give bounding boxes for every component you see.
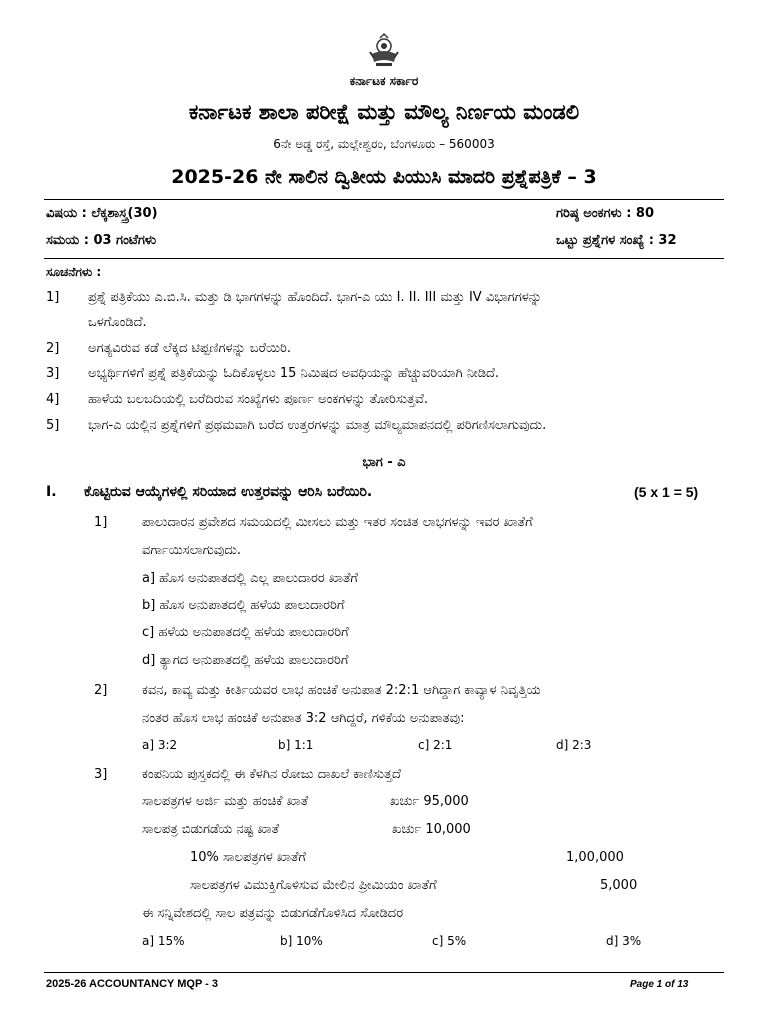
- question-number: 2]: [94, 683, 108, 698]
- instruction-num: 1]: [46, 290, 60, 305]
- instruction-text: ಅಭ್ಯರ್ಥಿಗಳಿಗೆ ಪ್ರಶ್ನೆ ಪತ್ರಿಕೆಯನ್ನು ಓದಿಕೊಳ್ಳಲು 15 ನಿಮಿಷದ ಅವಧಿಯನ್ನು ಹೆಚ್ಚುವರಿಯಾಗಿ ನೀಡಿದೆ.: [88, 366, 500, 381]
- footer-divider: [44, 972, 724, 973]
- instructions-heading: ಸೂಚನೆಗಳು :: [46, 265, 102, 279]
- instruction-text: ಅಗತ್ಯವಿರುವ ಕಡೆ ಲೆಕ್ಕದ ಟಿಪ್ಪಣಿಗಳನ್ನು ಬರೆಯಿರಿ.: [88, 341, 292, 356]
- exam-title: 2025-26 ನೇ ಸಾಲಿನ ದ್ವಿತೀಯ ಪಿಯುಸಿ ಮಾದರಿ ಪ್ರಶ್ನೆಪತ್ರಿಕೆ – 3: [171, 166, 597, 188]
- question-text-cont: ವರ್ಗಾಯಿಸಲಾಗುವುದು.: [142, 543, 242, 558]
- option-b: b] 10%: [280, 934, 323, 948]
- question-text-cont: ನಂತರ ಹೊಸ ಲಾಭ ಹಂಚಿಕೆ ಅನುಪಾತ 3:2 ಆಗಿದ್ದರೆ, ಗಳಿಕೆಯ ಅನುಪಾತವು:: [142, 711, 465, 726]
- journal-entry-label: ಸಾಲಪತ್ರಗಳ ವಿಮುಕ್ತಿಗೊಳಿಸುವ ಮೇಲಿನ ಪ್ರೀಮಿಯಂ ಖಾತೆಗೆ: [190, 878, 437, 893]
- journal-entry-label: ಸಾಲಪತ್ರ ಬಿಡುಗಡೆಯ ನಷ್ಟ ಖಾತೆ: [142, 822, 280, 837]
- board-address: 6ನೇ ಅಡ್ಡ ರಸ್ತೆ, ಮಲ್ಲೇಶ್ವರಂ, ಬೆಂಗಳೂರು – 560003: [273, 137, 495, 151]
- section-title: ಭಾಗ - ಎ: [362, 455, 406, 470]
- option-d: d] ತ್ಯಾಗದ ಅನುಪಾತದಲ್ಲಿ ಹಳೆಯ ಪಾಲುದಾರರಿಗೆ: [142, 653, 349, 668]
- board-title: ಕರ್ನಾಟಕ ಶಾಲಾ ಪರೀಕ್ಷೆ ಮತ್ತು ಮೌಲ್ಯ ನಿರ್ಣಯ ಮಂಡಲಿ: [188, 100, 580, 124]
- journal-entry-value: 5,000: [600, 878, 638, 893]
- question-group-number: I.: [46, 484, 57, 500]
- max-marks-label: ಗರಿಷ್ಠ ಅಂಕಗಳು : 80: [556, 206, 655, 221]
- question-text: ಕಂಪನಿಯ ಪುಸ್ತಕದಲ್ಲಿ ಈ ಕೆಳಗಿನ ರೋಜು ದಾಖಲೆ ಕಾಣಿಸುತ್ತದೆ: [142, 767, 401, 782]
- option-a: a] 3:2: [142, 738, 178, 752]
- meta-divider: [44, 258, 724, 259]
- question-number: 1]: [94, 515, 108, 530]
- option-b: b] 1:1: [278, 738, 314, 752]
- journal-entry-value: ಖರ್ಚು 95,000: [390, 794, 469, 809]
- footer-title: 2025-26 ACCOUNTANCY MQP - 3: [46, 978, 218, 990]
- option-c: c] 5%: [432, 934, 467, 948]
- instruction-num: 2]: [46, 341, 60, 356]
- question-text: ಕವನ, ಕಾವ್ಯ ಮತ್ತು ಕೀರ್ತಿಯವರ ಲಾಭ ಹಂಚಿಕೆ ಅನುಪಾತ 2:2:1 ಆಗಿದ್ದಾಗ ಕಾವ್ಯಾಳ ನಿವೃತ್ತಿಯ: [142, 683, 541, 698]
- page-number: Page 1 of 13: [630, 979, 689, 990]
- instruction-num: 3]: [46, 366, 60, 381]
- option-d: d] 3%: [606, 934, 642, 948]
- option-d: d] 2:3: [556, 738, 592, 752]
- journal-entry-value: 1,00,000: [566, 850, 624, 865]
- option-c: c] 2:1: [418, 738, 453, 752]
- option-a: a] ಹೊಸ ಅನುಪಾತದಲ್ಲಿ ಎಲ್ಲ ಪಾಲುದಾರರ ಖಾತೆಗೆ: [142, 571, 358, 586]
- journal-entry-value: ಖರ್ಚು 10,000: [392, 822, 471, 837]
- option-c: c] ಹಳೆಯ ಅನುಪಾತದಲ್ಲಿ ಹಳೆಯ ಪಾಲುದಾರರಿಗೆ: [142, 625, 349, 640]
- question-group-marks: (5 x 1 = 5): [634, 484, 699, 500]
- question-text: ಪಾಲುದಾರನ ಪ್ರವೇಶದ ಸಮಯದಲ್ಲಿ ಮೀಸಲು ಮತ್ತು ಇತರ ಸಂಚಿತ ಲಾಭಗಳನ್ನು ಇವರ ಖಾತೆಗೆ: [142, 515, 533, 530]
- instruction-text: ಭಾಗ-ಎ ಯಲ್ಲಿನ ಪ್ರಶ್ನೆಗಳಿಗೆ ಪ್ರಥಮವಾಗಿ ಬರೆದ ಉತ್ತರಗಳನ್ನು ಮಾತ್ರ ಮೌಲ್ಯಮಾಪನದಲ್ಲಿ ಪರಿಗಣಿಸಲಾಗುವುದು.: [88, 418, 547, 433]
- option-b: b] ಹೊಸ ಅನುಪಾತದಲ್ಲಿ ಹಳೆಯ ಪಾಲುದಾರರಿಗೆ: [142, 598, 345, 613]
- instruction-text-cont: ಒಳಗೊಂಡಿದೆ.: [88, 315, 147, 330]
- total-questions-label: ಒಟ್ಟು ಪ್ರಶ್ನೆಗಳ ಸಂಖ್ಯೆ : 32: [556, 233, 677, 248]
- journal-entry-label: 10% ಸಾಲಪತ್ರಗಳ ಖಾತೆಗೆ: [190, 850, 306, 865]
- question-number: 3]: [94, 767, 108, 782]
- question-group-text: ಕೊಟ್ಟಿರುವ ಆಯ್ಕೆಗಳಲ್ಲಿ ಸರಿಯಾದ ಉತ್ತರವನ್ನು ಆರಿಸಿ ಬರೆಯಿರಿ.: [84, 484, 373, 500]
- instruction-num: 5]: [46, 418, 60, 433]
- instruction-num: 4]: [46, 392, 60, 407]
- journal-entry-label: ಸಾಲಪತ್ರಗಳ ಅರ್ಜಿ ಮತ್ತು ಹಂಚಿಕೆ ಖಾತೆ: [142, 794, 309, 809]
- header-divider: [44, 199, 724, 200]
- option-a: a] 15%: [142, 934, 185, 948]
- karnataka-emblem-icon: [364, 32, 404, 72]
- instruction-text: ಹಾಳೆಯ ಬಲಬದಿಯಲ್ಲಿ ಬರೆದಿರುವ ಸಂಖ್ಯೆಗಳು ಪೂರ್ಣ ಅಂಕಗಳನ್ನು ತೋರಿಸುತ್ತವೆ.: [88, 392, 428, 407]
- government-label: ಕರ್ನಾಟಕ ಸರ್ಕಾರ: [349, 74, 419, 88]
- question-text-cont: ಈ ಸನ್ನಿವೇಶದಲ್ಲಿ ಸಾಲ ಪತ್ರವನ್ನು ಬಿಡುಗಡೆಗೊಳಿಸಿದ ಸೋಡಿದರ: [142, 906, 404, 921]
- time-label: ಸಮಯ : 03 ಗಂಟೆಗಳು: [46, 233, 157, 248]
- instruction-text: ಪ್ರಶ್ನೆ ಪತ್ರಿಕೆಯು ಎ.ಬಿ.ಸಿ. ಮತ್ತು ಡಿ ಭಾಗಗಳನ್ನು ಹೊಂದಿದೆ. ಭಾಗ-ಎ ಯು I. II. III ಮತ್ತು IV ವಿಭಾಗಗಳನ್ನು: [88, 290, 542, 305]
- subject-label: ವಿಷಯ : ಲೆಕ್ಕಶಾಸ್ತ್ರ(30): [46, 206, 158, 221]
